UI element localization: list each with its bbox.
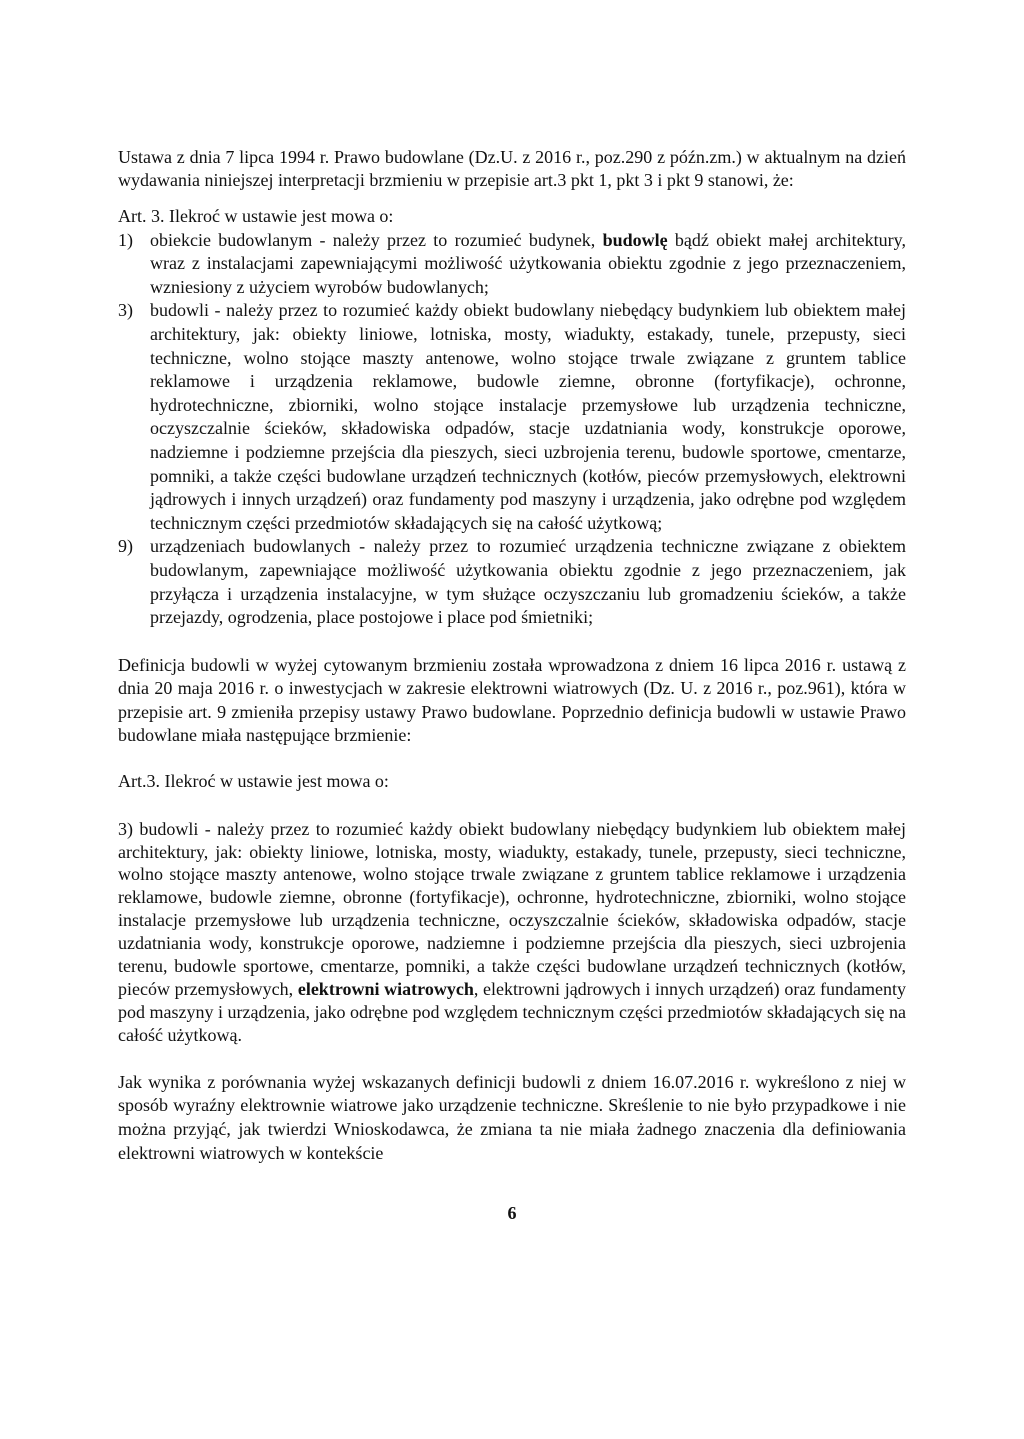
item-number: 1) — [118, 229, 133, 250]
page-number: 6 — [507, 1203, 517, 1223]
item-number: 3) — [118, 300, 133, 321]
art3-previous-text — [118, 818, 906, 1047]
item-number: 9) — [118, 536, 133, 557]
item-text: budowli - należy przez to rozumieć każdy obiekt budowlany niebędący budynkiem lub obiektem małej architektury, jak: obiekty liniowe, lotniska, mosty, wiadukty, estakady, tunele, przepusty, sieci techniczne, wolno stojące maszty antenowe, wolno stojące trwale związane z gruntem tablice reklamowe i urządzenia reklamowe, budowle ziemne, obronne (fortyfikacje), ochronne, hydrotechniczne, zbiorniki, wolno stojące instalacje przemysłowe lub urządzenia techniczne, oczyszczalnie ścieków, składowiska odpadów, stacje uzdatniania wody, konstrukcje oporowe, nadziemne i podziemne przejścia dla pieszych, sieci uzbrojenia terenu, budowle sportowe, cmentarze, pomniki, a także części budowlane urządzeń technicznych (kotłów, pieców przemysłowych, elektrowni jądrowych i innych urządzeń) oraz fundamenty pod maszyny i urządzenia, jako odrębne pod względem technicznym części przedmiotów składających się na całość użytkową; — [150, 300, 906, 533]
item-text-part: obiekcie budowlanym - należy przez to rozumieć budynek, — [150, 229, 603, 250]
item-text — [150, 229, 906, 300]
bold-term: budowlę — [602, 229, 668, 250]
article-item — [118, 299, 906, 535]
article-item — [118, 535, 906, 629]
comparison-paragraph: Jak wynika z porównania wyżej wskazanych definicji budowli z dniem 16.07.2016 r. wykreślono z niej w sposób wyraźny elektrownie wiatrowe jako urządzenie techniczne. Skreślenie to nie było przypadkowe i nie można przyjąć, jak twierdzi Wnioskodawca, że zmiana ta nie miała żadnego znaczenia dla definiowania elektrowni wiatrowych w kontekście — [118, 1071, 906, 1163]
document-page — [118, 146, 906, 1165]
item-text-part: bądź obiekt małej architektury, wraz z instalacjami zapewniającymi możliwość użytkowania obiektu zgodnie z jego przeznaczeniem, wzniesiony z użyciem wyrobów budowlanych; — [150, 229, 906, 297]
item-text: urządzeniach budowlanych - należy przez to rozumieć urządzenia techniczne związane z obiektem budowlanym, zapewniające możliwość użytkowania obiektu zgodnie z jego przeznaczeniem, jak przyłącza i urządzenia instalacyjne, w tym służące oczyszczaniu lub gromadzeniu ścieków, a także przejazdy, ogrodzenia, place postojowe i place pod śmietniki; — [150, 536, 906, 628]
article-item — [118, 229, 906, 300]
previous-text-part: , elektrowni jądrowych i innych urządzeń) oraz fundamenty pod maszyny i urządzenia, jako odrębne pod względem technicznym części przedmiotów składających się na całość użytkową. — [118, 979, 906, 1045]
art3-current-heading: Art. 3. Ilekroć w ustawie jest mowa o: — [118, 206, 394, 226]
art3-previous-heading: Art.3. Ilekroć w ustawie jest mowa o: — [118, 771, 389, 792]
previous-text-part: 3) budowli - należy przez to rozumieć każdy obiekt budowlany niebędący budynkiem lub obiektem małej architektury, jak: obiekty liniowe, lotniska, mosty, wiadukty, estakady, tunele, przepusty, sieci techniczne, wolno stojące maszty antenowe, wolno stojące trwale związane z gruntem tablice reklamowe i urządzenia reklamowe, budowle ziemne, obronne (fortyfikacje), ochronne, hydrotechniczne, zbiorniki, wolno stojące instalacje przemysłowe lub urządzenia techniczne, oczyszczalnie ścieków, składowiska odpadów, stacje uzdatniania wody, konstrukcje oporowe, nadziemne i podziemne przejścia dla pieszych, sieci uzbrojenia terenu, budowle sportowe, cmentarze, pomniki, a także części budowlane urządzeń technicznych (kotłów, pieców przemysłowych, — [118, 818, 906, 999]
definition-paragraph: Definicja budowli w wyżej cytowanym brzmieniu została wprowadzona z dniem 16 lipca 2016 r. ustawą z dnia 20 maja 2016 r. o inwestycjach w zakresie elektrowni wiatrowych (Dz. U. z 2016 r., poz.961), która w przepisie art. 9 zmieniła przepisy ustawy Prawo budowlane. Poprzednio definicja budowli w ustawie Prawo budowlane miała następujące brzmienie: — [118, 654, 906, 746]
bold-term: elektrowni wiatrowych — [297, 979, 474, 999]
intro-paragraph: Ustawa z dnia 7 lipca 1994 r. Prawo budowlane (Dz.U. z 2016 r., poz.290 z późn.zm.) w aktualnym na dzień wydawania niniejszej interpretacji brzmieniu w przepisie art.3 pkt 1, pkt 3 i pkt 9 stanowi, że: — [118, 147, 906, 190]
